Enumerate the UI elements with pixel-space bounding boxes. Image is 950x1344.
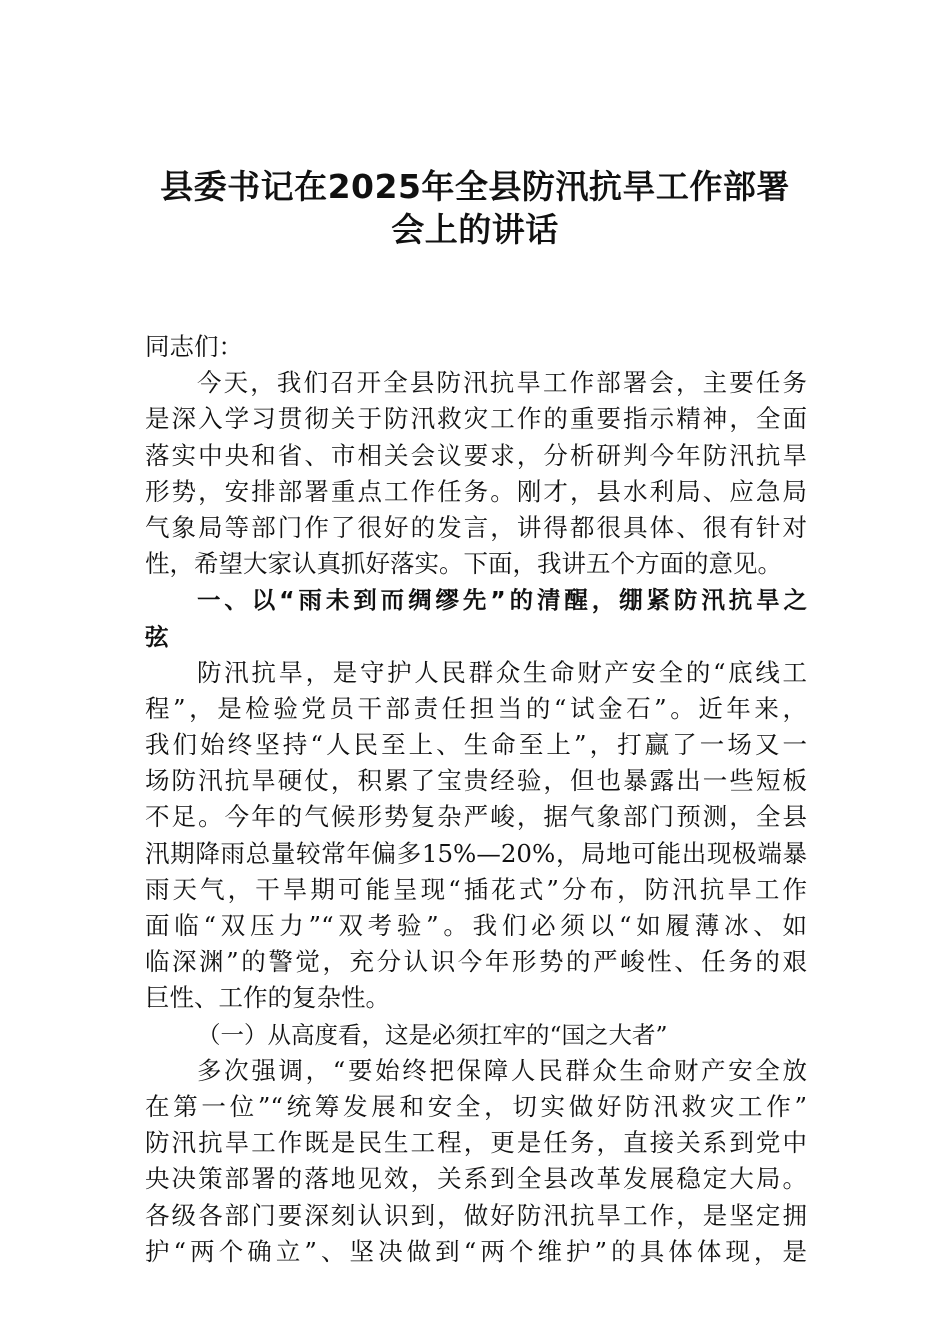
document-title-line-2: 会上的讲话 [391,210,559,249]
paragraph-line: 不足。今年的气候形势复杂严峻，据气象部门预测，全县 [145,802,807,832]
paragraph-line: 防汛抗旱工作既是民生工程，更是任务，直接关系到党中 [145,1128,807,1158]
paragraph-line: 性，希望大家认真抓好落实。下面，我讲五个方面的意见。 [145,549,782,579]
paragraph-line: 防汛抗旱，是守护人民群众生命财产安全的“底线工 [197,657,807,687]
section-heading: 弦 [145,622,169,651]
subsection-heading: （一）从高度看，这是必须扛牢的“国之大者” [197,1020,668,1049]
paragraph-line: 在第一位”“统筹发展和安全，切实做好防汛救灾工作” [145,1091,807,1121]
paragraph-line: 我们始终坚持“人民至上、生命至上”，打赢了一场又一 [145,730,807,760]
paragraph-line: 面临“双压力”“双考验”。我们必须以“如履薄冰、如 [145,911,807,940]
document-title-line-1: 县委书记在2025年全县防汛抗旱工作部署 [160,167,790,206]
paragraph-line: 汛期降雨总量较常年偏多15%—20%，局地可能出现极端暴 [145,838,807,868]
section-heading: 一、以“雨未到而绸缪先”的清醒，绷紧防汛抗旱之 [197,586,807,615]
paragraph-line: 是深入学习贯彻关于防汛救灾工作的重要指示精神，全面 [145,404,807,434]
paragraph-line: 央决策部署的落地见效，关系到全县改革发展稳定大局。 [145,1164,807,1194]
paragraph-line: 今天，我们召开全县防汛抗旱工作部署会，主要任务 [197,368,807,398]
paragraph-line: 程”，是检验党员干部责任担当的“试金石”。近年来， [145,693,807,723]
paragraph-line: 多次强调，“要始终把保障人民群众生命财产安全放 [197,1055,807,1085]
paragraph-line: 巨性、工作的复杂性。 [145,983,390,1013]
paragraph-line: 气象局等部门作了很好的发言，讲得都很具体、很有针对 [145,512,807,542]
paragraph-line: 临深渊”的警觉，充分认识今年形势的严峻性、任务的艰 [145,947,807,977]
paragraph-line: 落实中央和省、市相关会议要求，分析研判今年防汛抗旱 [145,440,807,470]
paragraph-line: 雨天气，干旱期可能呈现“插花式”分布，防汛抗旱工作 [145,874,807,904]
paragraph-line: 各级各部门要深刻认识到，做好防汛抗旱工作，是坚定拥 [145,1200,807,1230]
paragraph-line: 形势，安排部署重点工作任务。刚才，县水利局、应急局 [145,476,807,506]
paragraph-line: 场防汛抗旱硬仗，积累了宝贵经验，但也暴露出一些短板 [145,766,807,796]
document-body [145,329,807,1270]
salutation: 同志们： [145,332,243,361]
paragraph-line: 护“两个确立”、坚决做到“两个维护”的具体体现，是 [145,1236,807,1266]
